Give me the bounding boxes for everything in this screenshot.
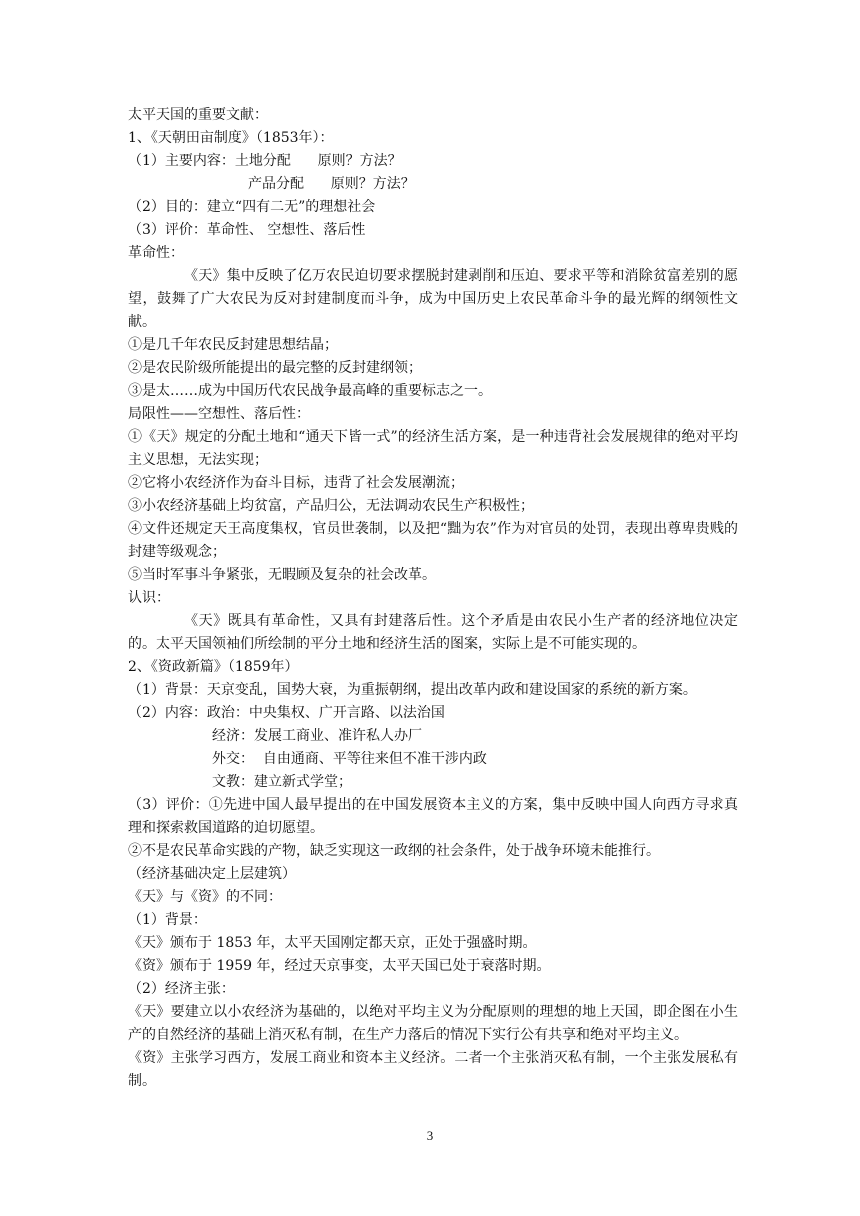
list-item: ③小农经济基础上均贫富，产品归公，无法调动农民生产积极性； bbox=[128, 498, 534, 514]
background-item: （1）背景：天京变乱，国势大衰，为重振朝纲，提出改革内政和建设国家的系统的新方案。 bbox=[128, 682, 697, 698]
comparison-item: 《天》要建立以小农经济为基础的，以绝对平均主义为分配原则的理想的地上天国，即企图在小生产的自然经济的基础上消灭私有制，在生产力落后的情况下实行公有共享和绝对平均主义。 bbox=[128, 1004, 738, 1043]
list-item: ①《天》规定的分配土地和“通天下皆一式”的经济生活方案，是一种违背社会发展规律的绝对平均主义思想，无法实现； bbox=[128, 429, 738, 468]
list-item: ②它将小农经济作为奋斗目标，违背了社会发展潮流； bbox=[128, 475, 464, 491]
document-body bbox=[128, 104, 738, 1093]
comparison-item: 《资》颁布于 1959 年，经过天京事变，太平天国已处于衰落时期。 bbox=[128, 958, 551, 974]
content-item: 产品分配 原则？方法？ bbox=[248, 176, 415, 192]
document-title-tianchao: 1、《天朝田亩制度》（1853年）： bbox=[128, 130, 334, 146]
content-item: 外交： 自由通商、平等往来但不准干涉内政 bbox=[212, 751, 487, 767]
paragraph: 《天》集中反映了亿万农民迫切要求摆脱封建剥削和压迫、要求平等和消除贫富差别的愿望，鼓舞了广大农民为反对封建制度而斗争，成为中国历史上农民革命斗争的最光辉的纲领性文献。 bbox=[128, 268, 738, 330]
paragraph: 《天》既具有革命性，又具有封建落后性。这个矛盾是由农民小生产者的经济地位决定的。太平天国领袖们所绘制的平分土地和经济生活的图案，实际上是不可能实现的。 bbox=[128, 613, 738, 652]
subheading-revolutionary: 革命性： bbox=[128, 245, 184, 261]
content-item: （2）内容：政治：中央集权、广开言路、以法治国 bbox=[128, 705, 445, 721]
list-item: ②是农民阶级所能提出的最完整的反封建纲领； bbox=[128, 360, 422, 376]
subheading-limitations: 局限性——空想性、落后性： bbox=[128, 406, 310, 422]
evaluation-item: ②不是农民革命实践的产物，缺乏实现这一政纲的社会条件，处于战争环境未能推行。 bbox=[128, 843, 660, 859]
subheading-understanding: 认识： bbox=[128, 590, 170, 606]
content-item: 经济：发展工商业、准许私人办厂 bbox=[212, 728, 422, 744]
comparison-heading: （2）经济主张： bbox=[128, 981, 235, 997]
list-item: ⑤当时军事斗争紧张，无暇顾及复杂的社会改革。 bbox=[128, 567, 436, 583]
content-item: （1）主要内容：土地分配 原则？方法？ bbox=[128, 153, 402, 169]
comparison-item: 《资》主张学习西方，发展工商业和资本主义经济。二者一个主张消灭私有制，一个主张发展私有制。 bbox=[128, 1050, 738, 1089]
purpose-item: （2）目的：建立“四有二无”的理想社会 bbox=[128, 199, 376, 215]
document-title-zizheng: 2、《资政新篇》（1859年） bbox=[128, 659, 299, 675]
list-item: ④文件还规定天王高度集权，官员世袭制，以及把“黜为农”作为对官员的处罚，表现出尊卑贵贱的封建等级观念； bbox=[128, 521, 738, 560]
note: （经济基础决定上层建筑） bbox=[128, 866, 296, 882]
evaluation-item: （3）评价：①先进中国人最早提出的在中国发展资本主义的方案，集中反映中国人向西方寻求真理和探索救国道路的迫切愿望。 bbox=[128, 797, 738, 836]
evaluation-item: （3）评价：革命性、 空想性、落后性 bbox=[128, 222, 366, 238]
content-item: 文教：建立新式学堂； bbox=[212, 774, 352, 790]
page-number: 3 bbox=[426, 1128, 434, 1143]
comparison-item: 《天》颁布于 1853 年，太平天国刚定都天京，正处于强盛时期。 bbox=[128, 935, 537, 951]
list-item: ①是几千年农民反封建思想结晶； bbox=[128, 337, 338, 353]
list-item: ③是太……成为中国历代农民战争最高峰的重要标志之一。 bbox=[128, 383, 492, 399]
section-heading: 太平天国的重要文献： bbox=[128, 107, 268, 123]
subheading-comparison: 《天》与《资》的不同： bbox=[128, 889, 282, 905]
comparison-heading: （1）背景： bbox=[128, 912, 207, 928]
